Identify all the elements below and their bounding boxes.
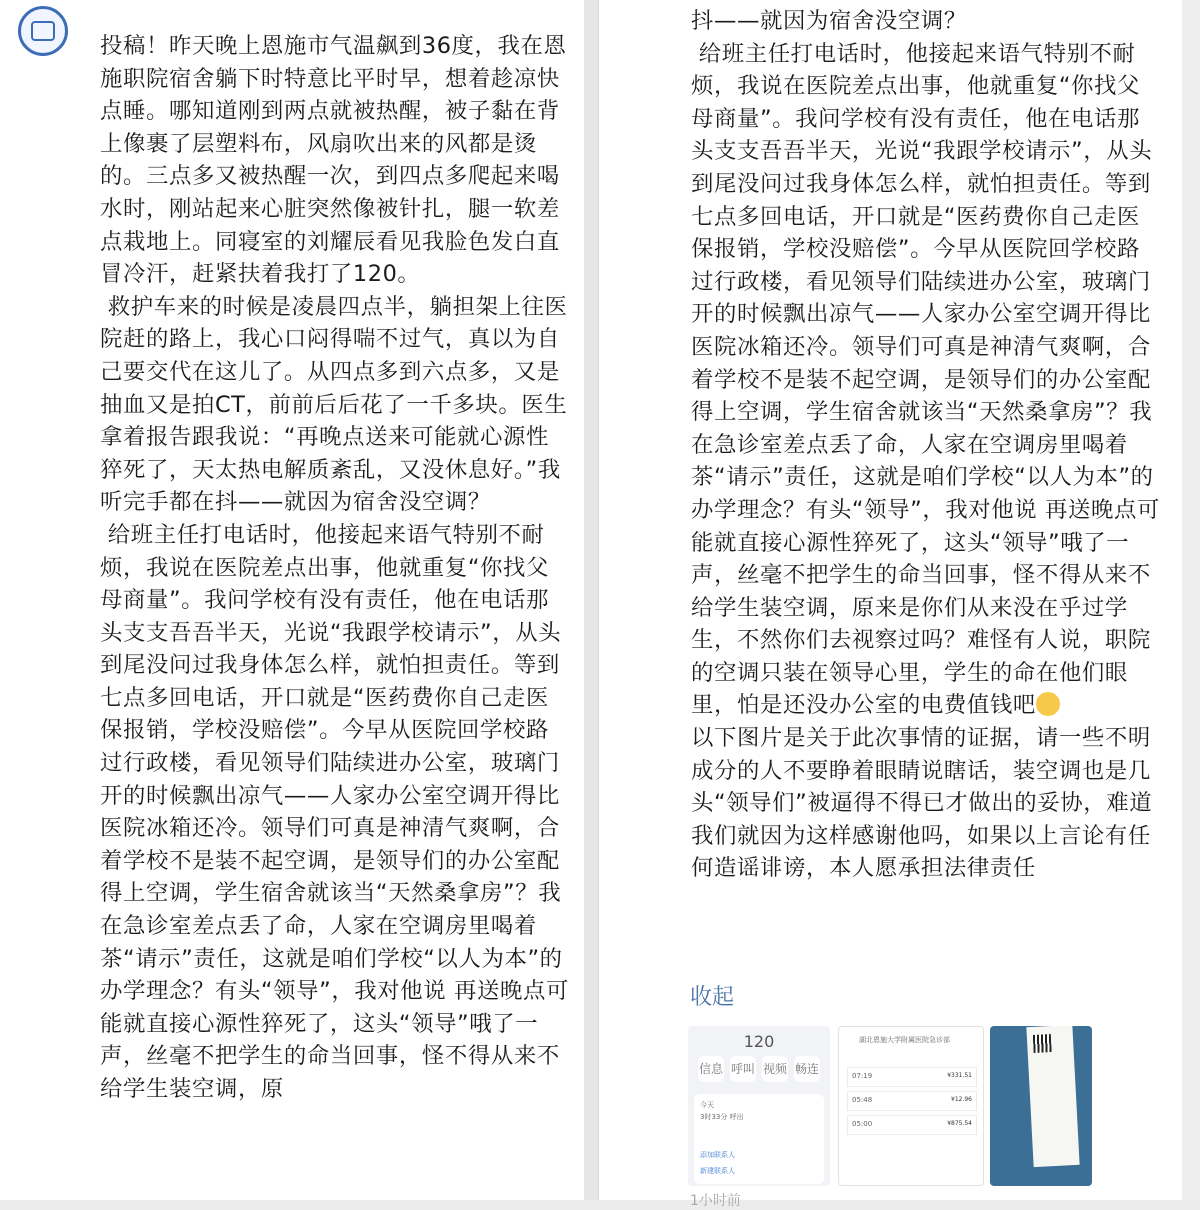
post-time: 1小时前: [690, 1193, 741, 1209]
post-body-part: 抖——就因为宿舍没空调？ 给班主任打电话时，他接起来语气特别不耐烦，我说在医院差点出事，他就重复“你找父母商量”。我问学校有没有责任，他在电话那头支支吾吾半天，光说“我跟学校请示”，从头到尾没问过我身体怎么样，就怕担责任。等到七点多回电话，开口就是“医药费你自己走医保报销，学校没赔偿”。今早从医院回学校路过行政楼，看见领导们陆续进办公室，玻璃门开的时候飘出凉气——人家办公室空调开得比医院冰箱还冷。领导们可真是神清气爽啊，合着学校不是装不起空调，是领导们的办公室配得上空调，学生宿舍就该当“天然桑拿房”？我在急诊室差点丢了命，人家在空调房里喝着茶“请示”责任，这就是咱们学校“以人为本”的办学理念？有头“领导”，我对他说 再送晚点可能就直接心源性猝死了，这头“领导”哦了一声，丝毫不把学生的命当回事，怪不得从来不给学生装空调，原来是你们从来没在乎过学生，不然你们去视察过吗？难怪有人说，职院的空调只装在领导心里，学生的命在他们眼里，怕是还没办公室的电费值钱吧: [691, 8, 1160, 719]
right-screenshot-panel: [598, 0, 1183, 1200]
thumbnail-call-screen[interactable]: [688, 1026, 830, 1186]
phone-icon: 呼叫: [730, 1056, 756, 1082]
post-body-text-continued: [691, 5, 1161, 885]
collapse-link[interactable]: 收起: [690, 985, 735, 1010]
qr-code-icon: [1033, 1034, 1052, 1053]
receipt-paper: [1026, 1026, 1079, 1167]
call-log-card: [694, 1094, 824, 1184]
bill-row: 07:19 ¥331.51: [847, 1067, 977, 1087]
add-contact-link: 添加联系人: [700, 1151, 735, 1159]
avatar[interactable]: [18, 6, 68, 56]
message-icon: 信息: [698, 1056, 724, 1082]
left-screenshot-panel: [0, 0, 584, 1200]
post-body-text: 投稿！昨天晚上恩施市气温飙到36度，我在恩施职院宿舍躺下时特意比平时早，想着趁凉快点睡。哪知道刚到两点就被热醒，被子黏在背上像裹了层塑料布，风扇吹出来的风都是烫的。三点多又被热醒一次，到四点多爬起来喝水时，刚站起来心脏突然像被针扎，腿一软差点栽地上。同寝室的刘耀辰看见我脸色发白直冒冷汗，赶紧扶着我打了120。 救护车来的时候是凌晨四点半，躺担架上往医院赶的路上，我心口闷得喘不过气，真以为自己要交代在这儿了。从四点多到六点多，又是抽血又是拍CT，前前后后花了一千多块。医生拿着报告跟我说：“再晚点送来可能就心源性猝死了，天太热电解质紊乱，又没休息好。”我听完手都在抖——就因为宿舍没空调？ 给班主任打电话时，他接起来语气特别不耐烦，我说在医院差点出事，他就重复“你找父母商量”。我问学校有没有责任，他在电话那头支支吾吾半天，光说“我跟学校请示”，从头到尾没问过我身体怎么样，就怕担责任。等到七点多回电话，开口就是“医药费你自己走医保报销，学校没赔偿”。今早从医院回学校路过行政楼，看见领导们陆续进办公室，玻璃门开的时候飘出凉气——人家办公室空调开得比医院冰箱还冷。领导们可真是神清气爽啊，合着学校不是装不起空调，是领导们的办公室配得上空调，学生宿舍就该当“天然桑拿房”？我在急诊室差点丢了命，人家在空调房里喝着茶“请示”责任，这就是咱们学校“以人为本”的办学理念？有头“领导”，我对他说 再送晚点可能就直接心源性猝死了，这头“领导”哦了一声，丝毫不把学生的命当回事，怪不得从来不给学生装空调，原: [100, 33, 569, 1102]
bill-row: 05:48 ¥12.96: [847, 1091, 977, 1111]
right-margin: [1182, 0, 1200, 1200]
meetime-icon: 畅连: [794, 1056, 820, 1082]
bill-header: 湖北恩施大学附属医院急诊部: [859, 1036, 950, 1044]
video-icon: 视频: [762, 1056, 788, 1082]
bill-row: 05:00 ¥875.54: [847, 1115, 977, 1135]
new-contact-link: 新建联系人: [700, 1167, 735, 1175]
thumbnail-hospital-bill[interactable]: [838, 1026, 984, 1186]
panel-divider: [584, 0, 598, 1200]
school-logo-icon: [31, 21, 55, 41]
call-day: 今天: [700, 1101, 714, 1109]
thumbnail-receipt-photo[interactable]: [990, 1026, 1092, 1186]
call-detail: 3时33分 呼出: [700, 1113, 744, 1121]
face-emoji-icon: [1036, 692, 1060, 716]
call-number: 120: [743, 1032, 775, 1051]
post-body-evidence-note: 以下图片是关于此次事情的证据，请一些不明成分的人不要睁着眼睛说瞎话，装空调也是几头“领导们”被逼得不得已才做出的妥协，难道我们就因为这样感谢他吗，如果以上言论有任何造谣诽谤，本人愿承担法律责任: [691, 725, 1153, 882]
